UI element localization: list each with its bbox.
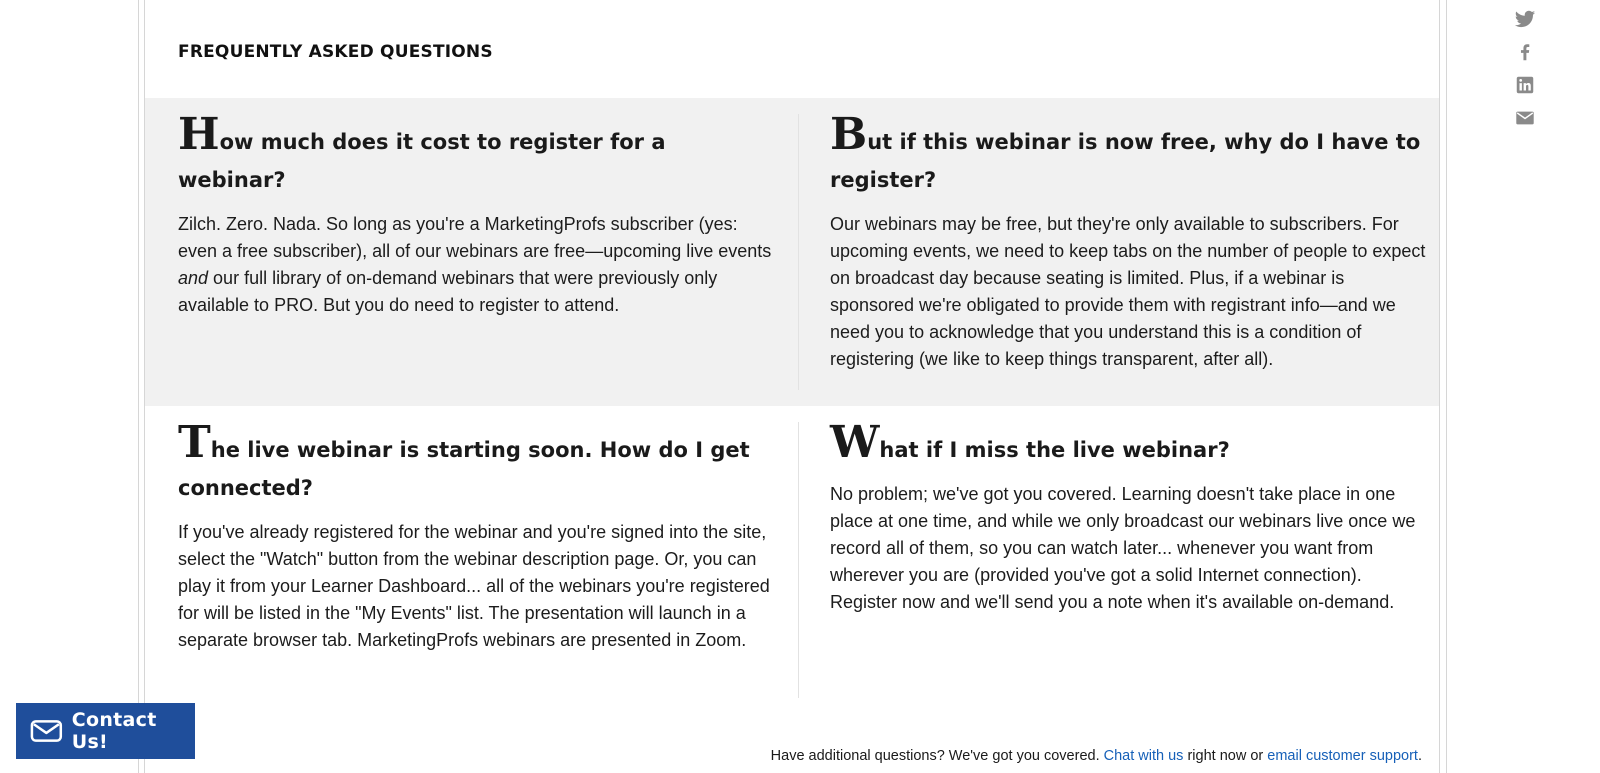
- chat-with-us-link[interactable]: Chat with us: [1103, 748, 1184, 764]
- faq-question-text: ow much does it cost to register for a webinar?: [178, 130, 666, 192]
- faq-question-text: ut if this webinar is now free, why do I have to register?: [830, 130, 1421, 192]
- drop-cap: H: [178, 109, 220, 160]
- faq-question: [830, 417, 1430, 469]
- faq-question: [830, 109, 1430, 199]
- right-outer-frame-line: [1446, 0, 1447, 773]
- faq-question-text: hat if I miss the live webinar?: [879, 438, 1230, 462]
- faq-item-miss-live: [830, 417, 1430, 616]
- faq-item-get-connected: [178, 417, 778, 654]
- faq-answer-text: our full library of on-demand webinars that were previously only available to PRO. But you do need to register to attend.: [178, 268, 718, 315]
- faq-question-text: he live webinar is starting soon. How do I get connected?: [178, 438, 750, 500]
- drop-cap: W: [830, 417, 880, 468]
- faq-question: [178, 417, 778, 507]
- additional-questions-note: [771, 748, 1422, 764]
- faq-answer-text: Zilch. Zero. Nada. So long as you're a MarketingProfs subscriber (yes: even a free subscriber), all of our webinars are free—upcoming live events: [178, 214, 772, 261]
- twitter-icon[interactable]: [1514, 8, 1536, 30]
- faq-item-why-register: [830, 109, 1430, 373]
- email-icon[interactable]: [1514, 107, 1536, 129]
- contact-us-button[interactable]: [16, 703, 195, 759]
- faq-section-heading: FREQUENTLY ASKED QUESTIONS: [178, 42, 493, 62]
- left-outer-frame-line: [138, 0, 139, 773]
- drop-cap: T: [178, 417, 211, 468]
- faq-answer: [178, 211, 778, 319]
- drop-cap: B: [830, 109, 868, 160]
- contact-us-label: Contact Us!: [71, 709, 157, 753]
- column-divider: [798, 422, 799, 698]
- faq-row-2: [145, 406, 1439, 706]
- social-share-rail: [1514, 8, 1540, 140]
- faq-answer: Our webinars may be free, but they're only available to subscribers. For upcoming events, we need to keep tabs on the number of people to expect on broadcast day because seating is limited. Plus, if a webinar is sponsored we're obligated to provide them with registrant info—and we need you to acknowledge that you understand this is a condition of registering (we like to keep things transparent, after all).: [830, 214, 1426, 369]
- faq-item-cost: [178, 109, 778, 319]
- envelope-icon: [30, 719, 63, 743]
- facebook-icon[interactable]: [1514, 41, 1536, 63]
- faq-answer: If you've already registered for the webinar and you're signed into the site, select the "Watch" button from the webinar description page. Or, you can play it from your Learner Dashboard... all of the webinars you're registered for will be listed in the "My Events" list. The presentation will launch in a separate browser tab. MarketingProfs webinars are presented in Zoom.: [178, 522, 770, 650]
- email-customer-support-link[interactable]: email customer support: [1267, 748, 1418, 764]
- faq-row-1: [145, 98, 1439, 406]
- faq-question: [178, 109, 778, 199]
- footer-note-end: .: [1417, 748, 1422, 764]
- footer-note-lead: Have additional questions? We've got you covered.: [770, 748, 1104, 764]
- linkedin-icon[interactable]: [1514, 74, 1536, 96]
- faq-answer-emphasis: and: [178, 268, 209, 288]
- faq-answer: No problem; we've got you covered. Learning doesn't take place in one place at one time, and while we only broadcast our webinars live once we record all of them, so you can watch later... whenever you want from wherever you are (provided you've got a solid Internet connection). Register now and we'll send you a note when it's available on-demand.: [830, 484, 1416, 612]
- footer-note-middle: right now or: [1183, 748, 1268, 764]
- column-divider: [798, 114, 799, 390]
